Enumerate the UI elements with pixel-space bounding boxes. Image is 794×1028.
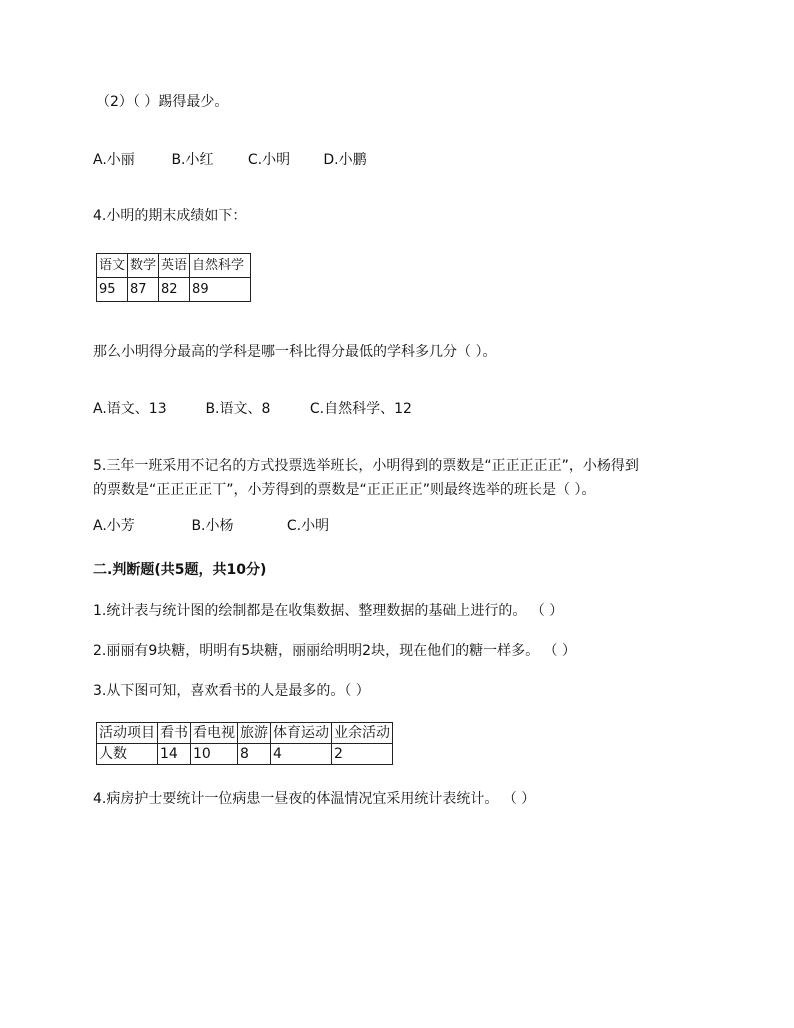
table-header-row: [97, 254, 251, 278]
table-header-cell: 英语: [159, 254, 190, 278]
q5-options: [93, 516, 329, 536]
table-header-cell: 体育运动: [271, 723, 332, 744]
q2-text: （2）（ ）踢得最少。: [96, 94, 229, 110]
table-cell: 87: [128, 278, 159, 302]
judge-2: 2.丽丽有9块糖，明明有5块糖，丽丽给明明2块，现在他们的糖一样多。 （ ）: [93, 643, 576, 659]
table-cell: 95: [97, 278, 128, 302]
table-cell: 14: [158, 744, 191, 765]
q4-question: 那么小明得分最高的学科是哪一科比得分最低的学科多几分（ ）。: [93, 344, 497, 360]
table-cell: 2: [332, 744, 393, 765]
q5-line-2: 的票数是“正正正正丅”，小芳得到的票数是“正正正正”则最终选举的班长是（ ）。: [93, 482, 596, 498]
judge-3: 3.从下图可知，喜欢看书的人是最多的。（ ）: [93, 683, 370, 699]
table-header-cell: 活动项目: [97, 723, 158, 744]
table-cell: 10: [191, 744, 238, 765]
judge-4: 4.病房护士要统计一位病患一昼夜的体温情况宜采用统计表统计。 （ ）: [93, 791, 536, 807]
activity-table: [96, 722, 393, 765]
table-cell: 4: [271, 744, 332, 765]
q4-text: 4.小明的期末成绩如下：: [93, 208, 247, 224]
table-header-cell: 看书: [158, 723, 191, 744]
q2-option-b: B.小红: [171, 152, 214, 168]
q2-options: [93, 150, 367, 170]
table-row: [97, 744, 393, 765]
table-header-cell: 旅游: [238, 723, 271, 744]
section-title: 二.判断题(共5题，共10分): [93, 562, 267, 578]
table-cell: 人数: [97, 744, 158, 765]
q4-options: [93, 399, 412, 419]
q5-option-b: B.小杨: [191, 518, 234, 534]
table-header-cell: 数学: [128, 254, 159, 278]
q5-line-1: 5.三年一班采用不记名的方式投票选举班长，小明得到的票数是“正正正正正”，小杨得到: [93, 458, 639, 474]
table-cell: 82: [159, 278, 190, 302]
table-header-row: [97, 723, 393, 744]
table-header-cell: 语文: [97, 254, 128, 278]
q2-option-d: D.小鹏: [323, 152, 367, 168]
table-header-cell: 业余活动: [332, 723, 393, 744]
table-header-cell: 看电视: [191, 723, 238, 744]
q2-option-a: A.小丽: [93, 152, 135, 168]
q4-score-table: [96, 253, 251, 302]
table-header-cell: 自然科学: [190, 254, 251, 278]
table-cell: 89: [190, 278, 251, 302]
table-cell: 8: [238, 744, 271, 765]
judge-1: 1.统计表与统计图的绘制都是在收集数据、整理数据的基础上进行的。 （ ）: [93, 603, 564, 619]
q2-option-c: C.小明: [247, 152, 291, 168]
table-row: [97, 278, 251, 302]
q4-option-c: C.自然科学、12: [309, 401, 412, 417]
q4-option-b: B.语文、8: [205, 401, 271, 417]
q5-option-a: A.小芳: [93, 518, 135, 534]
q5-option-c: C.小明: [286, 518, 330, 534]
q4-option-a: A.语文、13: [93, 401, 167, 417]
